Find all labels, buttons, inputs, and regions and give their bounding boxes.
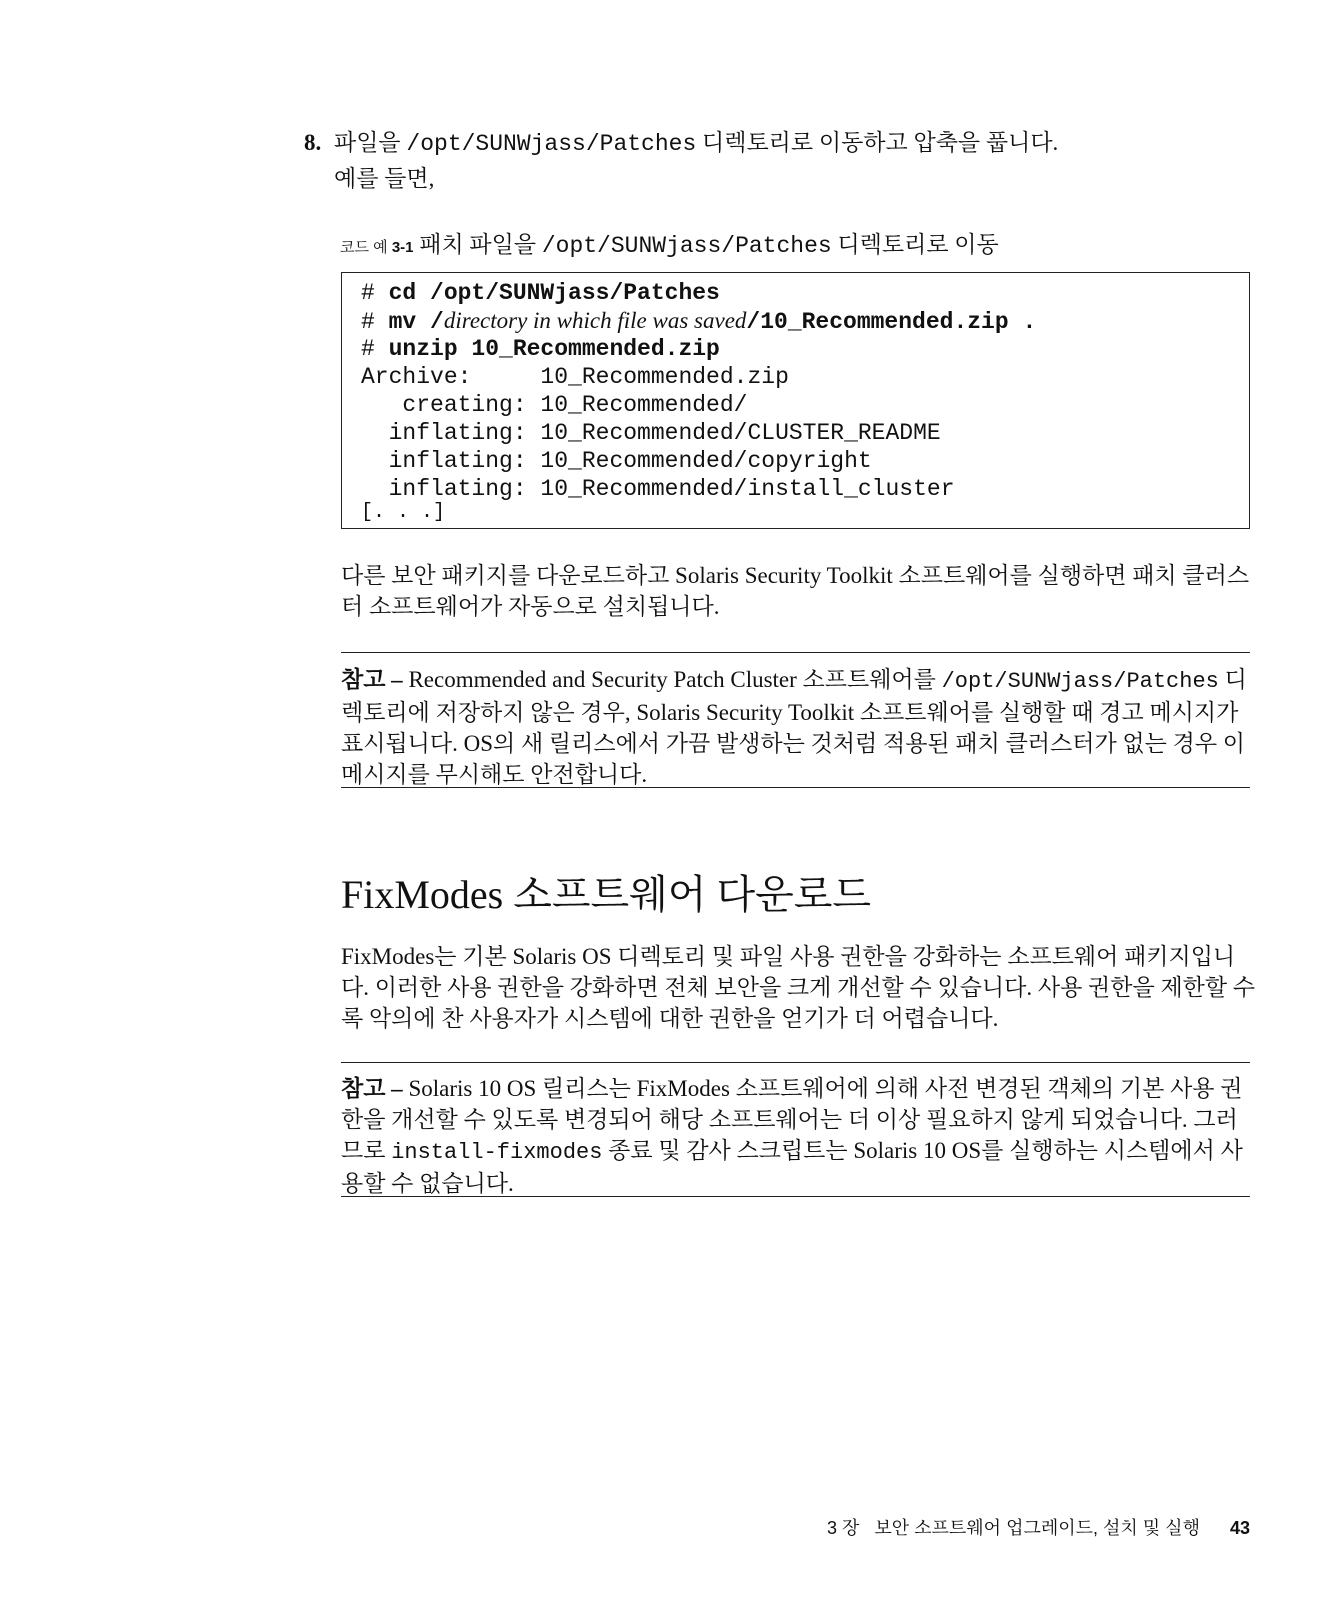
step-text-after: 디렉토리로 이동하고 압축을 풉니다. (696, 130, 1059, 155)
step-subtext: 예를 들면, (334, 166, 435, 191)
code-output-line: [. . .] (361, 501, 446, 524)
code-output-line: Archive: 10_Recommended.zip (361, 364, 789, 390)
page-footer (827, 1516, 1250, 1540)
caption-path: /opt/SUNWjass/Patches (541, 233, 832, 259)
code-block (341, 272, 1250, 529)
code-command: /10_Recommended.zip . (746, 309, 1037, 335)
caption-label: 코드 예 (340, 239, 392, 256)
note-text-after: 디렉토리에 저장하지 않은 경우, Solaris Security Toolkit 소프트웨어를 실행할 때 경고 메시지가 표시됩니다. OS의 새 릴리스에서 가끔 발생하는 것처럼 적용된 패치 클러스터가 없는 경우 이 메시지를 무시해도 안전합니다. (341, 667, 1247, 787)
code-prompt: # (361, 280, 389, 306)
paragraph: 다른 보안 패키지를 다운로드하고 Solaris Security Toolkit 소프트웨어를 실행하면 패치 클러스터 소프트웨어가 자동으로 설치됩니다. (341, 563, 1250, 619)
note-label: 참고 – (341, 667, 403, 692)
code-output-line: creating: 10_Recommended/ (361, 392, 748, 418)
code-output-line: inflating: 10_Recommended/CLUSTER_README (361, 420, 941, 446)
code-command: unzip 10_Recommended.zip (388, 336, 720, 362)
note-code: install-fixmodes (391, 1140, 603, 1165)
note-path: /opt/SUNWjass/Patches (941, 669, 1219, 694)
note-top-rule (341, 1062, 1250, 1063)
footer-chapter: 3 장 보안 소프트웨어 업그레이드, 설치 및 실행 (826, 1518, 1200, 1538)
code-prompt: # (361, 309, 389, 335)
note (341, 1073, 1256, 1199)
note-text-before: Solaris 10 OS 릴리스는 FixModes 소프트웨어에 의해 사전 변경된 객체의 기본 사용 권한을 개선할 수 있도록 변경되어 해당 소프트웨어는 더 이상 필요하지 않게 되었습니다. 그러므로 (341, 1076, 1243, 1163)
note-bottom-rule (341, 787, 1250, 788)
code-placeholder: directory in which file was saved (443, 308, 747, 333)
code-prompt: # (361, 336, 389, 362)
note-text-after: 종료 및 감사 스크립트는 Solaris 10 OS를 실행하는 시스템에서 사용할 수 없습니다. (341, 1138, 1243, 1196)
note-text-before: Recommended and Security Patch Cluster 소프트웨어를 (402, 667, 942, 692)
caption-text-after: 디렉토리로 이동 (831, 232, 999, 257)
step-text (334, 128, 1058, 159)
code-output-line: inflating: 10_Recommended/copyright (361, 448, 872, 474)
code-example-caption (340, 230, 999, 263)
note-label: 참고 – (341, 1076, 403, 1101)
step-number: 8. (304, 130, 322, 155)
code-command: cd /opt/SUNWjass/Patches (388, 280, 720, 306)
code-command: mv / (388, 309, 444, 335)
code-line (361, 279, 720, 307)
step-text-before: 파일을 (334, 130, 407, 155)
note-bottom-rule (341, 1196, 1250, 1197)
paragraph: FixModes는 기본 Solaris OS 디렉토리 및 파일 사용 권한을 강화하는 소프트웨어 패키지입니다. 이러한 사용 권한을 강화하면 전체 보안을 크게 개선할 수 있습니다. 사용 권한을 제한할 수록 악의에 찬 사용자가 시스템에 대한 권한을 얻기가 더 어렵습니다. (341, 944, 1256, 1031)
code-line (361, 335, 720, 363)
caption-text-before: 패치 파일을 (413, 232, 542, 257)
step-path: /opt/SUNWjass/Patches (406, 131, 697, 157)
code-line (361, 307, 1036, 336)
note-top-rule (341, 652, 1250, 653)
page-number: 43 (1229, 1518, 1250, 1538)
caption-number: 3-1 (391, 239, 414, 256)
section-heading: FixModes 소프트웨어 다운로드 (341, 872, 872, 917)
note (341, 664, 1256, 790)
code-output-line: inflating: 10_Recommended/install_cluster (361, 476, 955, 502)
